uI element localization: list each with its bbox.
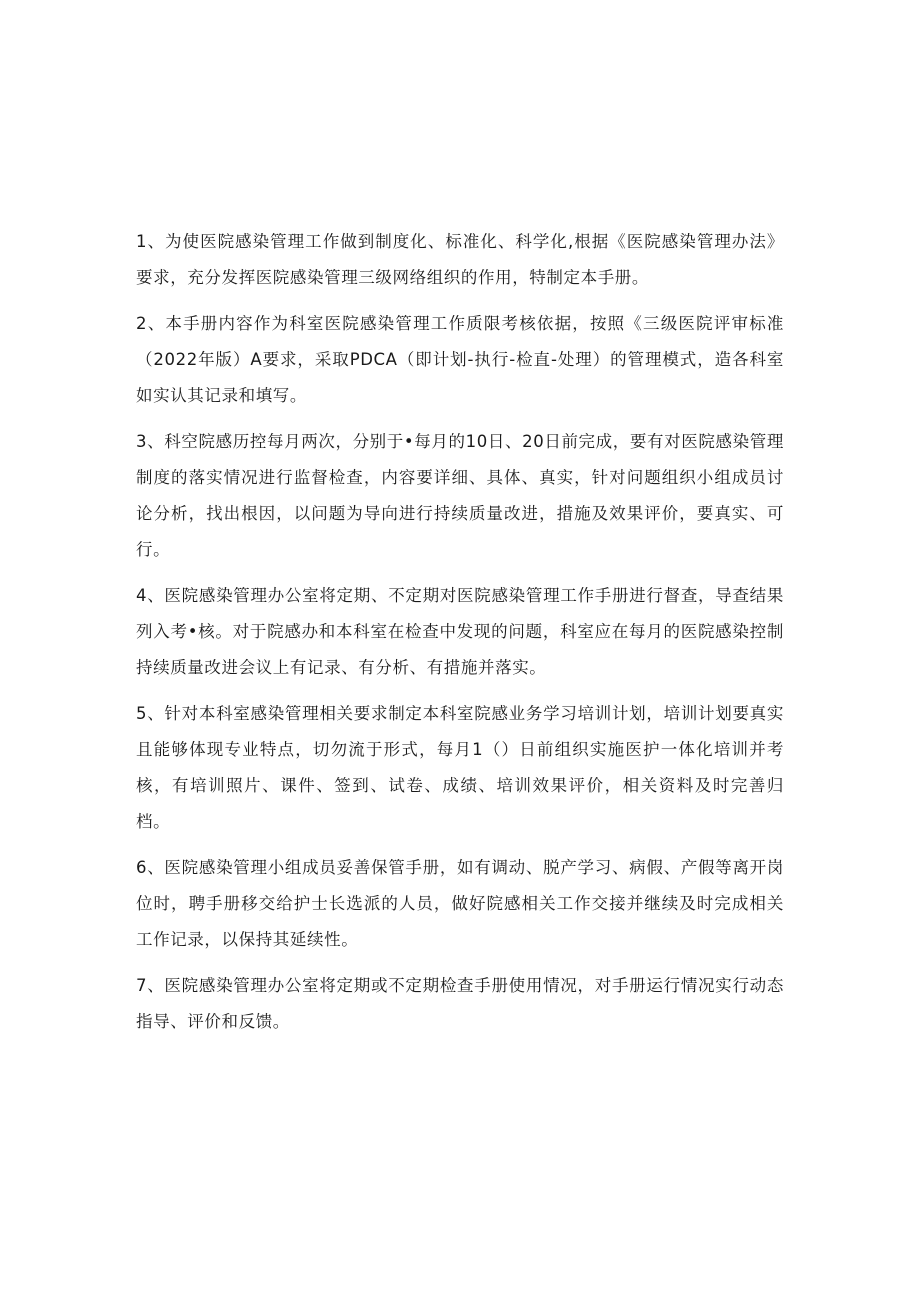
paragraph-4: 4、医院感染管理办公室将定期、不定期对医院感染管理工作手册进行督查，导查结果列入考•核。对于院感办和本科室在检查中发现的问题，科室应在每月的医院感染控制持续质量改进会议上有记录、有分析、有措施并落实。 [136,586,784,677]
paragraph-2: 2、本手册内容作为科室医院感染管理工作质限考核依据，按照《三级医院评审标准（2022年版）A要求，采取PDCA（即计划-执行-检直-处理）的管理模式，造各科室如实认其记录和填写。 [136,314,784,405]
paragraph-7: 7、医院感染管理办公室将定期或不定期检查手册使用情况，对手册运行情况实行动态指导、评价和反馈。 [136,976,784,1031]
paragraph-6: 6、医院感染管理小组成员妥善保管手册，如有调动、脱产学习、病假、产假等离开岗位时，聘手册移交给护士长选派的人员，做好院感相关工作交接并继续及时完成相关工作记录，以保持其延续性。 [136,858,784,949]
document-body [136,224,784,1050]
paragraph-3: 3、科空院感历控每月两次，分别于•每月的10日、20日前完成，要有对医院感染管理制度的落实情况进行监督检查，内容要详细、具体、真实，针对问题组织小组成员讨论分析，找出根因，以问题为导向进行持续质量改进，措施及效果评价，要真实、可行。 [136,432,784,559]
paragraph-1: 1、为使医院感染管理工作做到制度化、标准化、科学化,根据《医院感染管理办法》要求，充分发挥医院感染管理三级网络组织的作用，特制定本手册。 [136,232,784,287]
paragraph-5: 5、针对本科室感染管理相关要求制定本科室院感业务学习培训计划，培训计划要真实且能够体现专业特点，切勿流于形式，每月1（）日前组织实施医护一体化培训并考核，有培训照片、课件、签到、试卷、成绩、培训效果评价，相关资料及时完善归档。 [136,704,784,831]
